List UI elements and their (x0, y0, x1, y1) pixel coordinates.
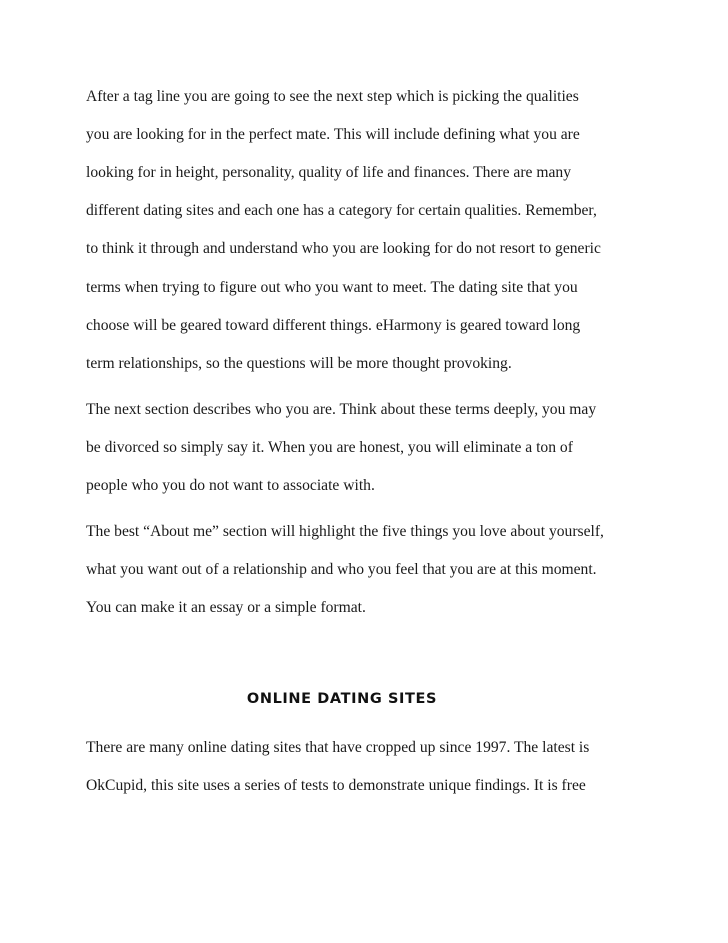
paragraph-line: There are many online dating sites that have cropped up since 1997. The latest is (86, 739, 590, 756)
paragraph-line: After a tag line you are going to see the next step which is picking the qualities (86, 88, 579, 105)
paragraph-line: term relationships, so the questions will be more thought provoking. (86, 355, 512, 372)
section-heading: ONLINE DATING SITES (246, 691, 438, 707)
paragraph-line: The best “About me” section will highlight the five things you love about yourself, (86, 523, 604, 540)
paragraph-line: you are looking for in the perfect mate. This will include defining what you are (86, 126, 580, 143)
paragraph-line: to think it through and understand who you are looking for do not resort to generic (86, 240, 601, 257)
paragraph-line: You can make it an essay or a simple format. (86, 599, 366, 616)
paragraph-line: OkCupid, this site uses a series of tests to demonstrate unique findings. It is free (86, 777, 586, 794)
paragraph-line: different dating sites and each one has a category for certain qualities. Remember, (86, 202, 597, 219)
paragraph-line: choose will be geared toward different things. eHarmony is geared toward long (86, 317, 581, 334)
paragraph-line: people who you do not want to associate with. (86, 477, 375, 494)
paragraph-line: terms when trying to figure out who you want to meet. The dating site that you (86, 279, 578, 296)
paragraph-line: looking for in height, personality, quality of life and finances. There are many (86, 164, 571, 181)
paragraph-line: be divorced so simply say it. When you are honest, you will eliminate a ton of (86, 439, 573, 456)
paragraph-line: what you want out of a relationship and who you feel that you are at this moment. (86, 561, 597, 578)
paragraph-line: The next section describes who you are. Think about these terms deeply, you may (86, 401, 597, 418)
